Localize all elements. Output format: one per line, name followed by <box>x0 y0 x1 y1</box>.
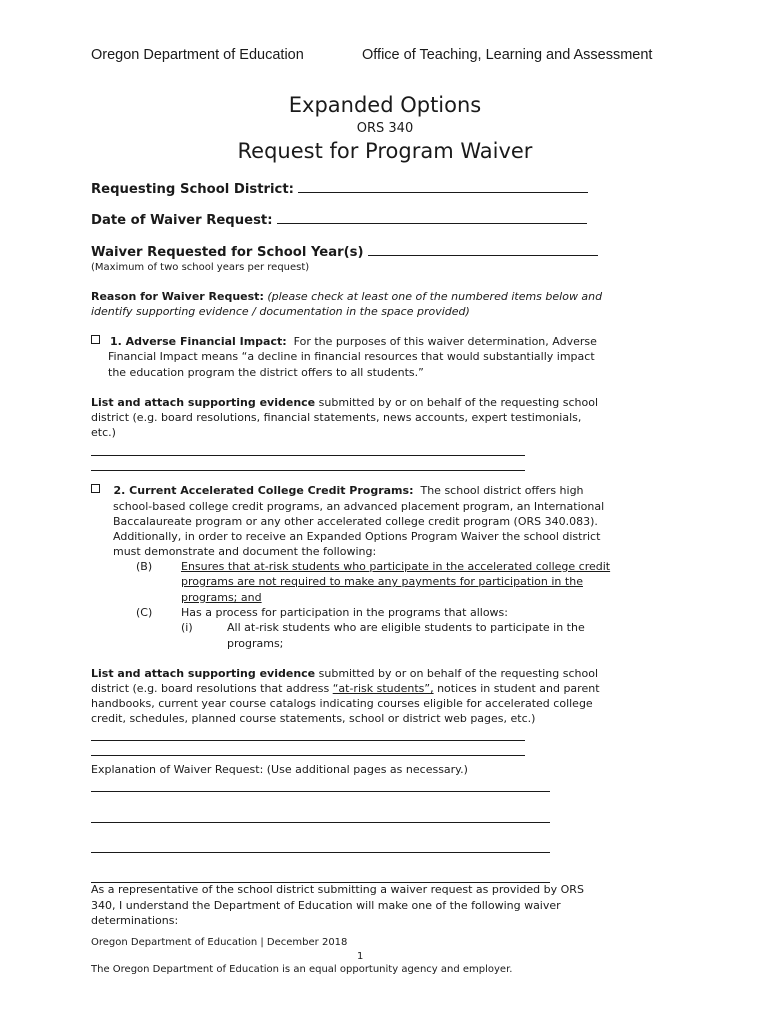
evidence2-line1 <box>91 666 598 681</box>
reason-instructions-cont: identify supporting evidence / documentation in the space provided) <box>91 305 470 318</box>
evidence2-blank-1[interactable] <box>91 740 525 741</box>
date-line[interactable] <box>277 212 587 224</box>
item1-text: For the purposes of this waiver determination, Adverse <box>293 335 597 348</box>
reason-instructions: (please check at least one of the numbered items below and <box>267 290 603 303</box>
school-year-field[interactable] <box>91 244 598 260</box>
item1-heading: 1. Adverse Financial Impact: <box>110 335 287 348</box>
item2-text-line5: must demonstrate and document the following: <box>113 545 377 558</box>
evidence2-at-risk: “at-risk students”, <box>332 682 434 695</box>
title-expanded-options: Expanded Options <box>288 93 482 117</box>
item1-text-line2: Financial Impact means “a decline in financial resources that would substantially impact <box>108 350 595 363</box>
item1-text-line3: the education program the district offers to all students.” <box>108 366 424 379</box>
explanation-label: Explanation of Waiver Request: (Use additional pages as necessary.) <box>91 763 468 776</box>
evidence1-line1 <box>91 395 598 410</box>
date-label: Date of Waiver Request: <box>91 213 273 228</box>
school-year-note: (Maximum of two school years per request) <box>91 262 310 273</box>
item2-text-line2: school-based college credit programs, an advanced placement program, an International <box>113 500 605 513</box>
item2-row <box>91 483 584 498</box>
header-left: Oregon Department of Education <box>91 47 304 63</box>
footer-page-number: 1 <box>357 951 364 962</box>
header-right: Office of Teaching, Learning and Assessment <box>362 47 653 63</box>
item2-text-line3: Baccalaureate program or any other accelerated college credit program (ORS 340.083). <box>113 515 598 528</box>
evidence2-text: submitted by or on behalf of the requesting school <box>318 667 599 680</box>
item1-row <box>91 334 597 349</box>
evidence2-blank-2[interactable] <box>91 755 525 756</box>
evidence2-line2 <box>91 681 600 696</box>
reason-line2 <box>91 304 470 319</box>
evidence2-text-b: notices in student and parent <box>437 682 600 695</box>
evidence2-line3: handbooks, current year course catalogs indicating courses eligible for accelerated college <box>91 697 593 710</box>
evidence1-blank-2[interactable] <box>91 470 525 471</box>
district-label: Requesting School District: <box>91 182 294 197</box>
evidence1-blank-1[interactable] <box>91 455 525 456</box>
evidence1-bold: List and attach supporting evidence <box>91 396 316 409</box>
reason-label: Reason for Waiver Request: <box>91 290 264 303</box>
item2-i-label: (i) <box>181 621 193 634</box>
school-year-label: Waiver Requested for School Year(s) <box>91 245 364 260</box>
footer-agency-date: Oregon Department of Education | December 2018 <box>91 937 348 948</box>
explanation-blank-3[interactable] <box>91 852 550 853</box>
evidence1-line3: etc.) <box>91 426 116 439</box>
item2-text: The school district offers high <box>420 484 584 497</box>
item2-b-line2: programs are not required to make any payments for participation in the <box>181 575 583 588</box>
item2-checkbox[interactable] <box>91 484 100 493</box>
representative-line1: As a representative of the school district submitting a waiver request as provided by ORS <box>91 883 584 896</box>
item2-c-label: (C) <box>136 606 153 619</box>
evidence1-line2: district (e.g. board resolutions, financial statements, news accounts, expert testimonials, <box>91 411 582 424</box>
title-request: Request for Program Waiver <box>237 139 533 163</box>
item2-text-line4: Additionally, in order to receive an Expanded Options Program Waiver the school district <box>113 530 601 543</box>
representative-line2: 340, I understand the Department of Education will make one of the following waiver <box>91 899 561 912</box>
footer-equal-opportunity: The Oregon Department of Education is an equal opportunity agency and employer. <box>91 964 513 975</box>
item2-b-line1: Ensures that at-risk students who participate in the accelerated college credit <box>181 560 611 573</box>
item2-b-label: (B) <box>136 560 153 573</box>
explanation-blank-2[interactable] <box>91 822 550 823</box>
evidence1-text: submitted by or on behalf of the requesting school <box>318 396 599 409</box>
evidence2-text-a: district (e.g. board resolutions that address <box>91 682 330 695</box>
item2-i-line1: All at-risk students who are eligible students to participate in the <box>227 621 585 634</box>
item1-checkbox[interactable] <box>91 335 100 344</box>
evidence2-line4: credit, schedules, planned course statements, school or district web pages, etc.) <box>91 712 536 725</box>
district-field[interactable] <box>91 181 588 197</box>
item2-i-line2: programs; <box>227 637 284 650</box>
representative-line3: determinations: <box>91 914 179 927</box>
reason-line1 <box>91 289 602 304</box>
item2-c-line1: Has a process for participation in the programs that allows: <box>181 606 508 619</box>
item2-heading: 2. Current Accelerated College Credit Programs: <box>113 484 414 497</box>
item2-b-line3: programs; and <box>181 591 262 604</box>
date-field[interactable] <box>91 212 587 228</box>
title-ors: ORS 340 <box>356 121 414 136</box>
school-year-line[interactable] <box>368 244 598 256</box>
district-line[interactable] <box>298 181 588 193</box>
evidence2-bold: List and attach supporting evidence <box>91 667 316 680</box>
explanation-blank-1[interactable] <box>91 791 550 792</box>
